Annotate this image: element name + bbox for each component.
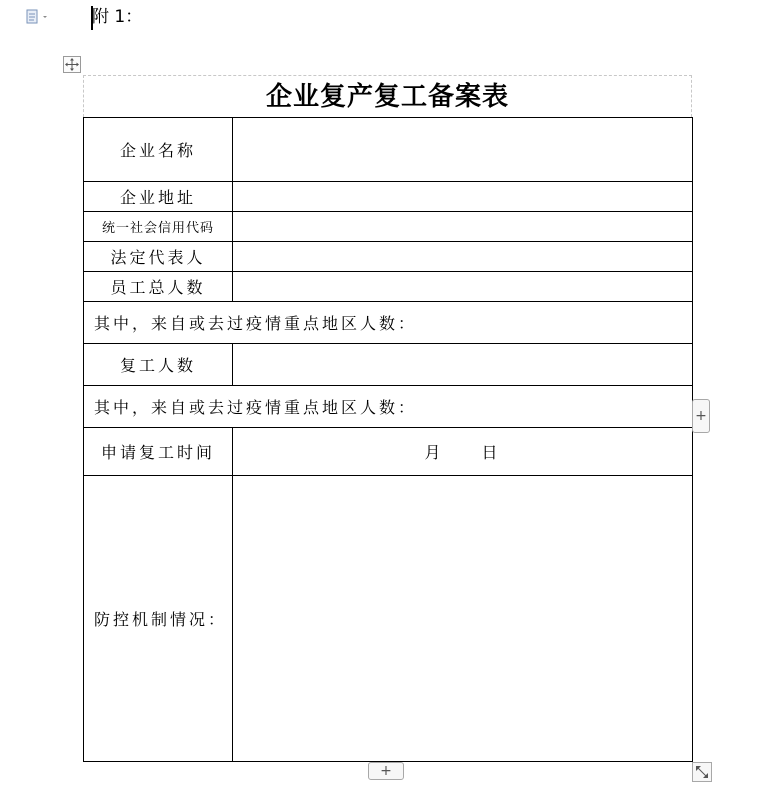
company-name-value[interactable] (233, 118, 693, 182)
resize-icon (693, 763, 711, 781)
prevention-label: 防控机制情况： (84, 476, 233, 762)
table-row (84, 302, 693, 344)
table-resize-handle[interactable] (692, 762, 712, 782)
total-staff-label: 员工总人数 (84, 272, 233, 302)
epidemic-note-1[interactable]: 其中，来自或去过疫情重点地区人数： (84, 302, 693, 344)
add-row-button[interactable]: + (368, 762, 404, 780)
add-column-button[interactable]: + (692, 399, 710, 433)
total-staff-value[interactable] (233, 272, 693, 302)
credit-code-label: 统一社会信用代码 (84, 212, 233, 242)
table-row (84, 182, 693, 212)
table-row (84, 242, 693, 272)
date-month-label: 月 (424, 443, 444, 462)
table-row (84, 212, 693, 242)
company-name-label: 企业名称 (84, 118, 233, 182)
apply-time-label: 申请复工时间 (84, 428, 233, 476)
table-row (84, 118, 693, 182)
company-address-label: 企业地址 (84, 182, 233, 212)
prevention-value[interactable] (233, 476, 693, 762)
table-move-handle[interactable] (63, 56, 81, 73)
epidemic-note-2[interactable]: 其中，来自或去过疫情重点地区人数： (84, 386, 693, 428)
table-row (84, 386, 693, 428)
date-day-label: 日 (481, 443, 501, 462)
legal-rep-label: 法定代表人 (84, 242, 233, 272)
attachment-label[interactable]: 附 1： (92, 7, 143, 27)
move-icon (64, 57, 80, 72)
table-row (84, 272, 693, 302)
apply-time-value[interactable] (233, 428, 693, 476)
company-address-value[interactable] (233, 182, 693, 212)
table-row (84, 476, 693, 762)
return-staff-label: 复工人数 (84, 344, 233, 386)
table-row (84, 344, 693, 386)
return-staff-value[interactable] (233, 344, 693, 386)
table-row (84, 428, 693, 476)
credit-code-value[interactable] (233, 212, 693, 242)
filing-form-table (83, 117, 693, 762)
document-menu-icon[interactable] (25, 9, 49, 25)
legal-rep-value[interactable] (233, 242, 693, 272)
form-title: 企业复产复工备案表 (265, 82, 509, 112)
